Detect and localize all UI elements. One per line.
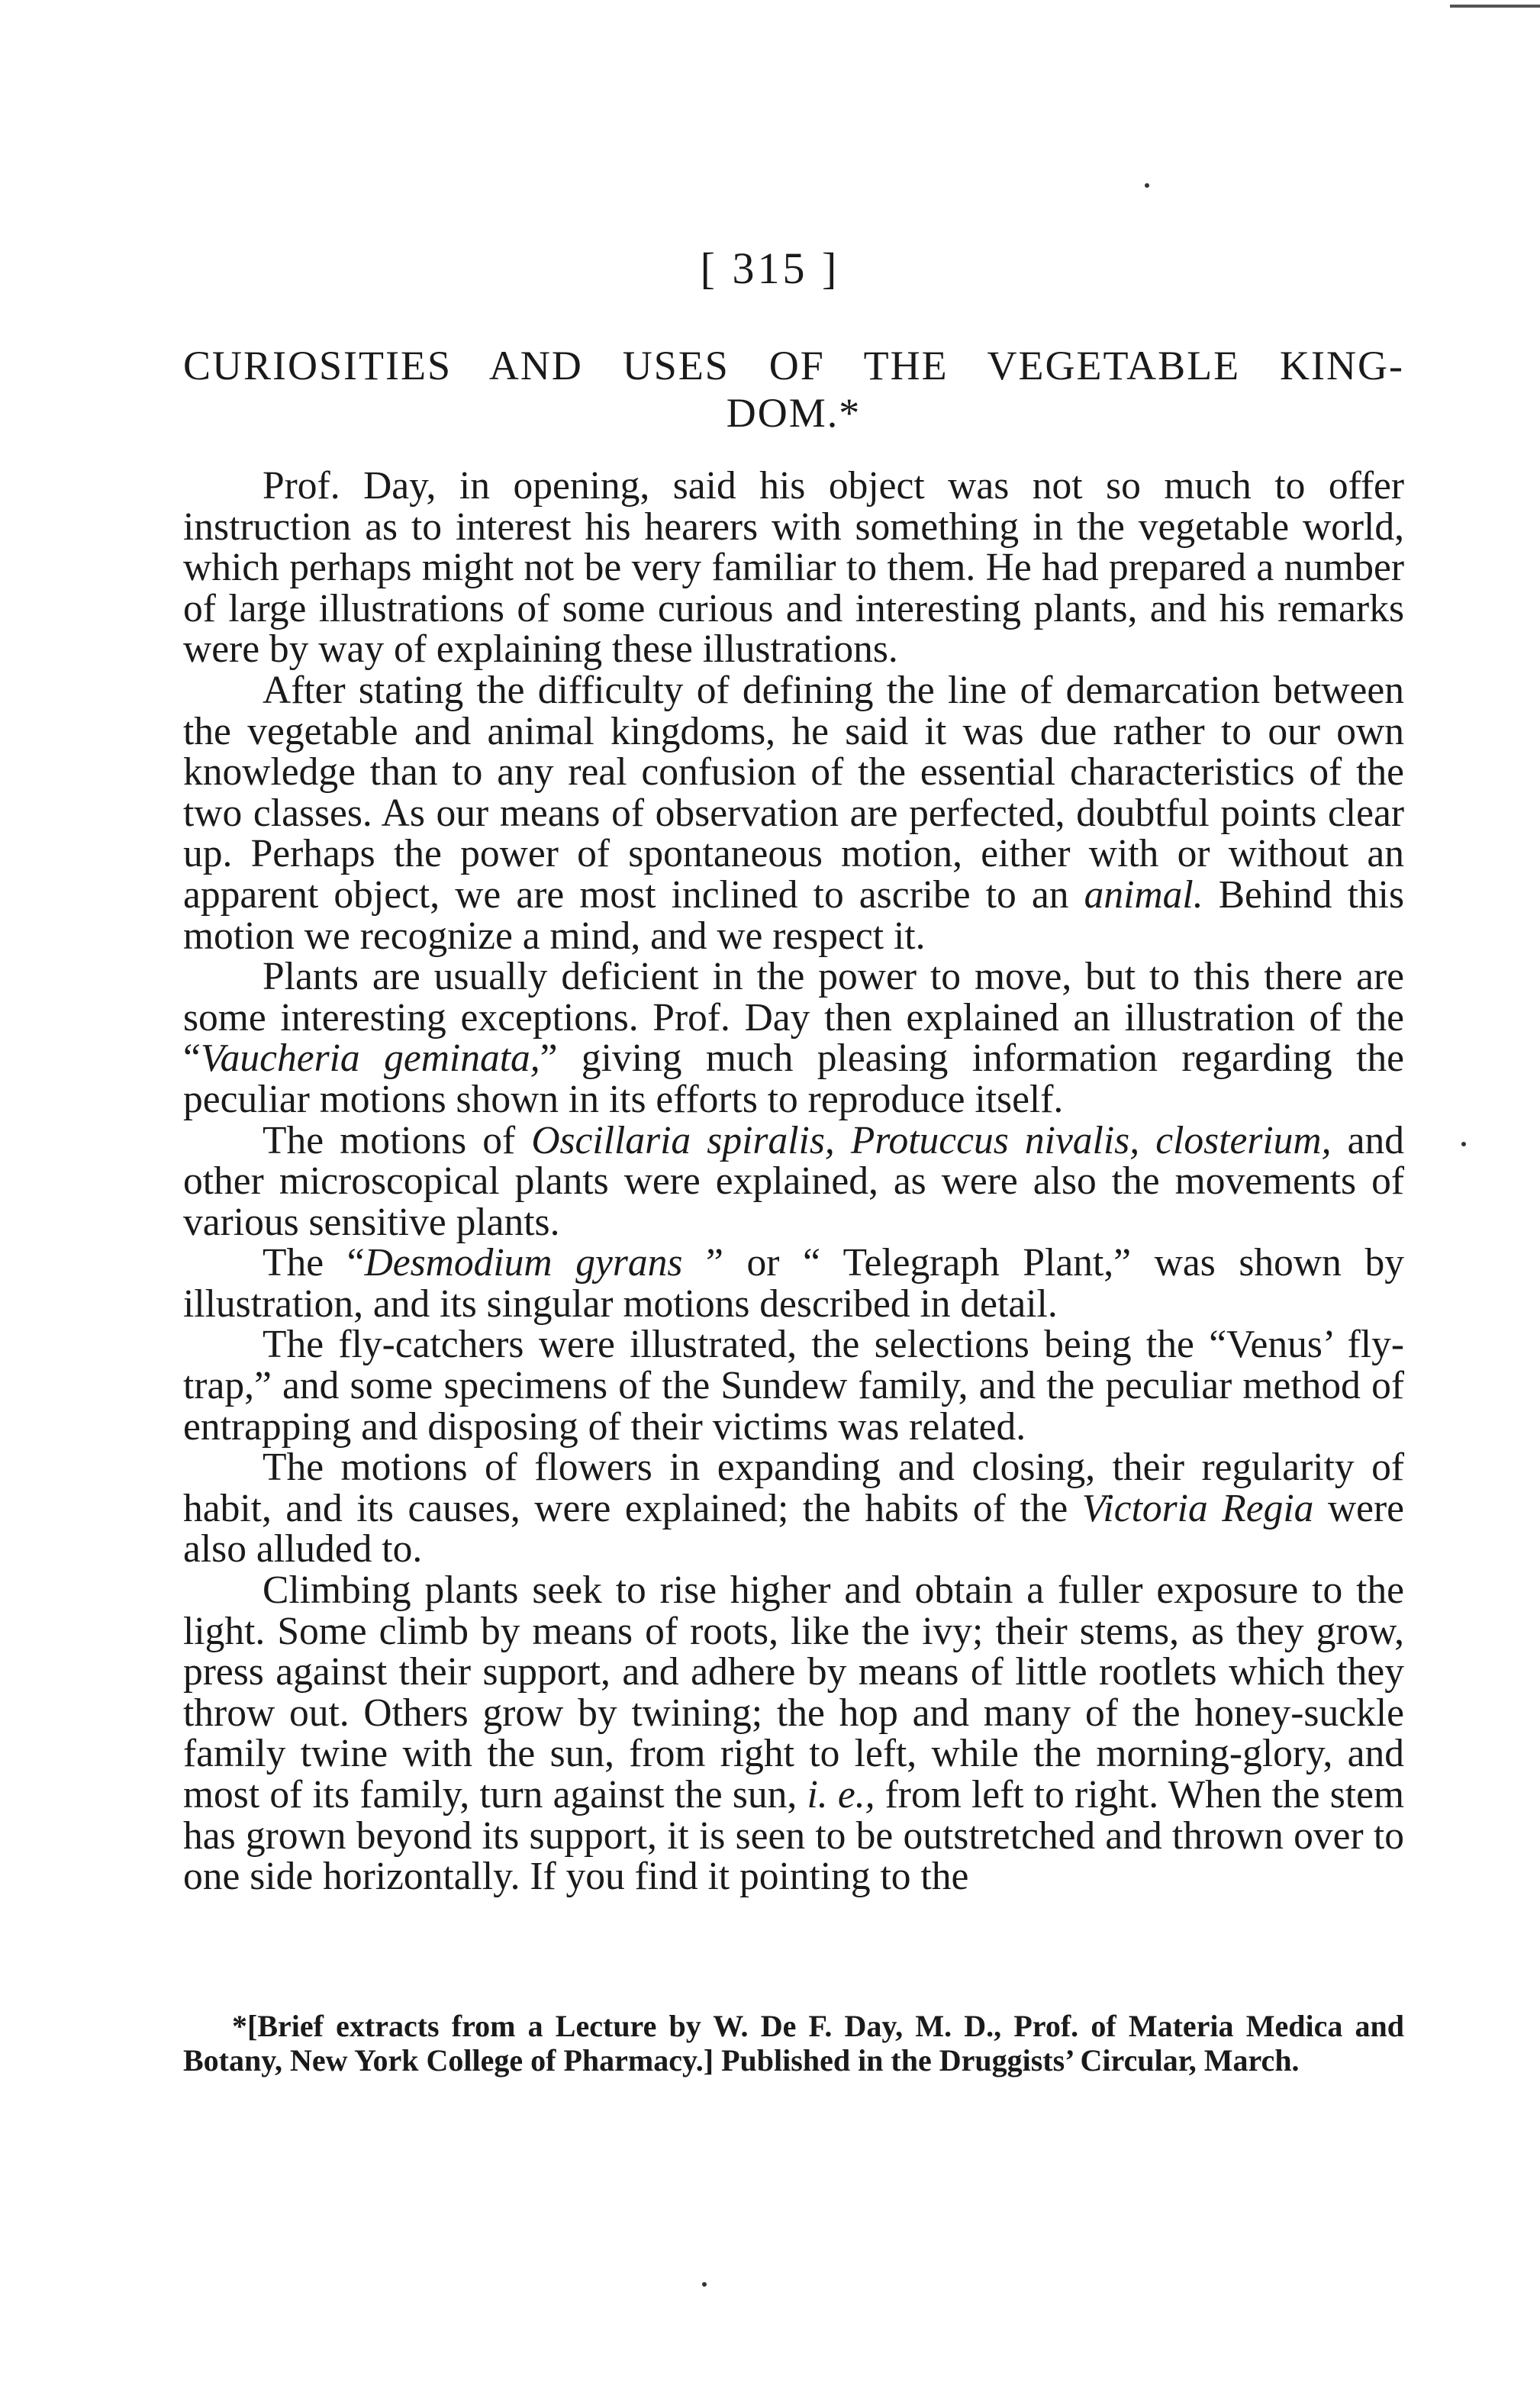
paragraph-text: The motions of (263, 1118, 532, 1162)
paragraph (183, 670, 1404, 956)
paragraph-text: from left to right. When the stem has grown beyond its support, it is seen to be outstretched and thrown over to one side horizontally. If you find it pointing to the (183, 1773, 1404, 1899)
italic-term: i. e., (807, 1773, 875, 1816)
paragraph-text: were also alluded to. (183, 1486, 1404, 1571)
paragraph-text: Prof. Day, in opening, said his object was not so much to offer instruction as to interest his hearers with something in the vegetable world, which perhaps might not be very familiar to them. He had prepared a number of large illustrations of some curious and interesting plants, and his remarks were by way of explaining these illustrations. (183, 464, 1404, 672)
paragraph-text: The fly-catchers were illustrated, the selections being the “Venus’ fly-trap,” and some specimens of the Sundew family, and the peculiar method of entrapping and disposing of their victims was related. (183, 1323, 1404, 1449)
italic-term: Victoria Regia (1081, 1486, 1314, 1530)
italic-term: Vaucheria geminata, (200, 1036, 540, 1081)
paragraph-text: ” giving much pleasing information regarding the peculiar motions shown in its efforts to reproduce itself. (183, 1036, 1405, 1121)
paragraph-text: Plants are usually deficient in the power to move, but to this there are some interesting exceptions. Prof. Day then explained an illustration of the “ (183, 955, 1404, 1081)
top-edge-rule (1450, 5, 1540, 8)
chapter-title-line-2: DOM.* (726, 390, 862, 436)
paragraph-text: Behind this motion we recognize a mind, and we respect it. (183, 872, 1404, 958)
paragraph (183, 1324, 1404, 1447)
print-speck (1145, 183, 1149, 188)
page-number: [ 315 ] (700, 243, 840, 293)
chapter-title-line-1: CURIOSITIES AND USES OF THE VEGETABLE KING- (183, 343, 1404, 388)
italic-term: animal. (1084, 872, 1203, 917)
paragraph (183, 1447, 1404, 1570)
footnote-text: *[Brief extracts from a Lecture by W. De F. Day, M. D., Prof. of Materia Medica and Botany, New York College of Pharmacy.] Published in the Druggists’ Circular, March. (183, 2009, 1404, 2078)
paragraph (183, 1570, 1404, 1897)
italic-term: Oscillaria spiralis, Protuccus nivalis, closterium, (531, 1118, 1332, 1162)
paragraph (183, 956, 1404, 1120)
chapter-title (183, 342, 1404, 437)
paragraph (183, 1243, 1404, 1324)
paragraph-text: Climbing plants seek to rise higher and obtain a fuller exposure to the light. Some climb by means of roots, like the ivy; their stems, as they grow, press against their support, and adhere by means of little rootlets which they throw out. Others grow by twining; the hop and many of the honey-suckle family twine with the sun, from right to left, while the morning-glory, and most of its family, turn against the sun, (183, 1568, 1404, 1816)
paragraph-text: After stating the difficulty of defining the line of demarcation between the vegetable and animal kingdoms, he said it was due rather to our own knowledge than to any real confusion of the essential characteristics of the two classes. As our means of observation are perfected, doubtful points clear up. Perhaps the power of spontaneous motion, either with or without an apparent object, we are most inclined to ascribe to an (183, 668, 1404, 917)
print-speck (702, 2282, 707, 2287)
article-body (183, 466, 1404, 1897)
paragraph (183, 466, 1404, 670)
paragraph-text: and other microscopical plants were explained, as were also the movements of various sensitive plants. (183, 1118, 1404, 1244)
paragraph (183, 1120, 1404, 1243)
footnote (183, 2009, 1404, 2078)
paragraph-text: The motions of flowers in expanding and closing, their regularity of habit, and its causes, were explained; the habits of the (183, 1446, 1404, 1530)
paragraph-text: ” or “ Telegraph Plant,” was shown by illustration, and its singular motions described in detail. (183, 1241, 1404, 1326)
paragraph-text: The “ (263, 1241, 365, 1285)
italic-term: Desmodium gyrans (364, 1241, 683, 1285)
print-speck (1461, 1142, 1466, 1146)
